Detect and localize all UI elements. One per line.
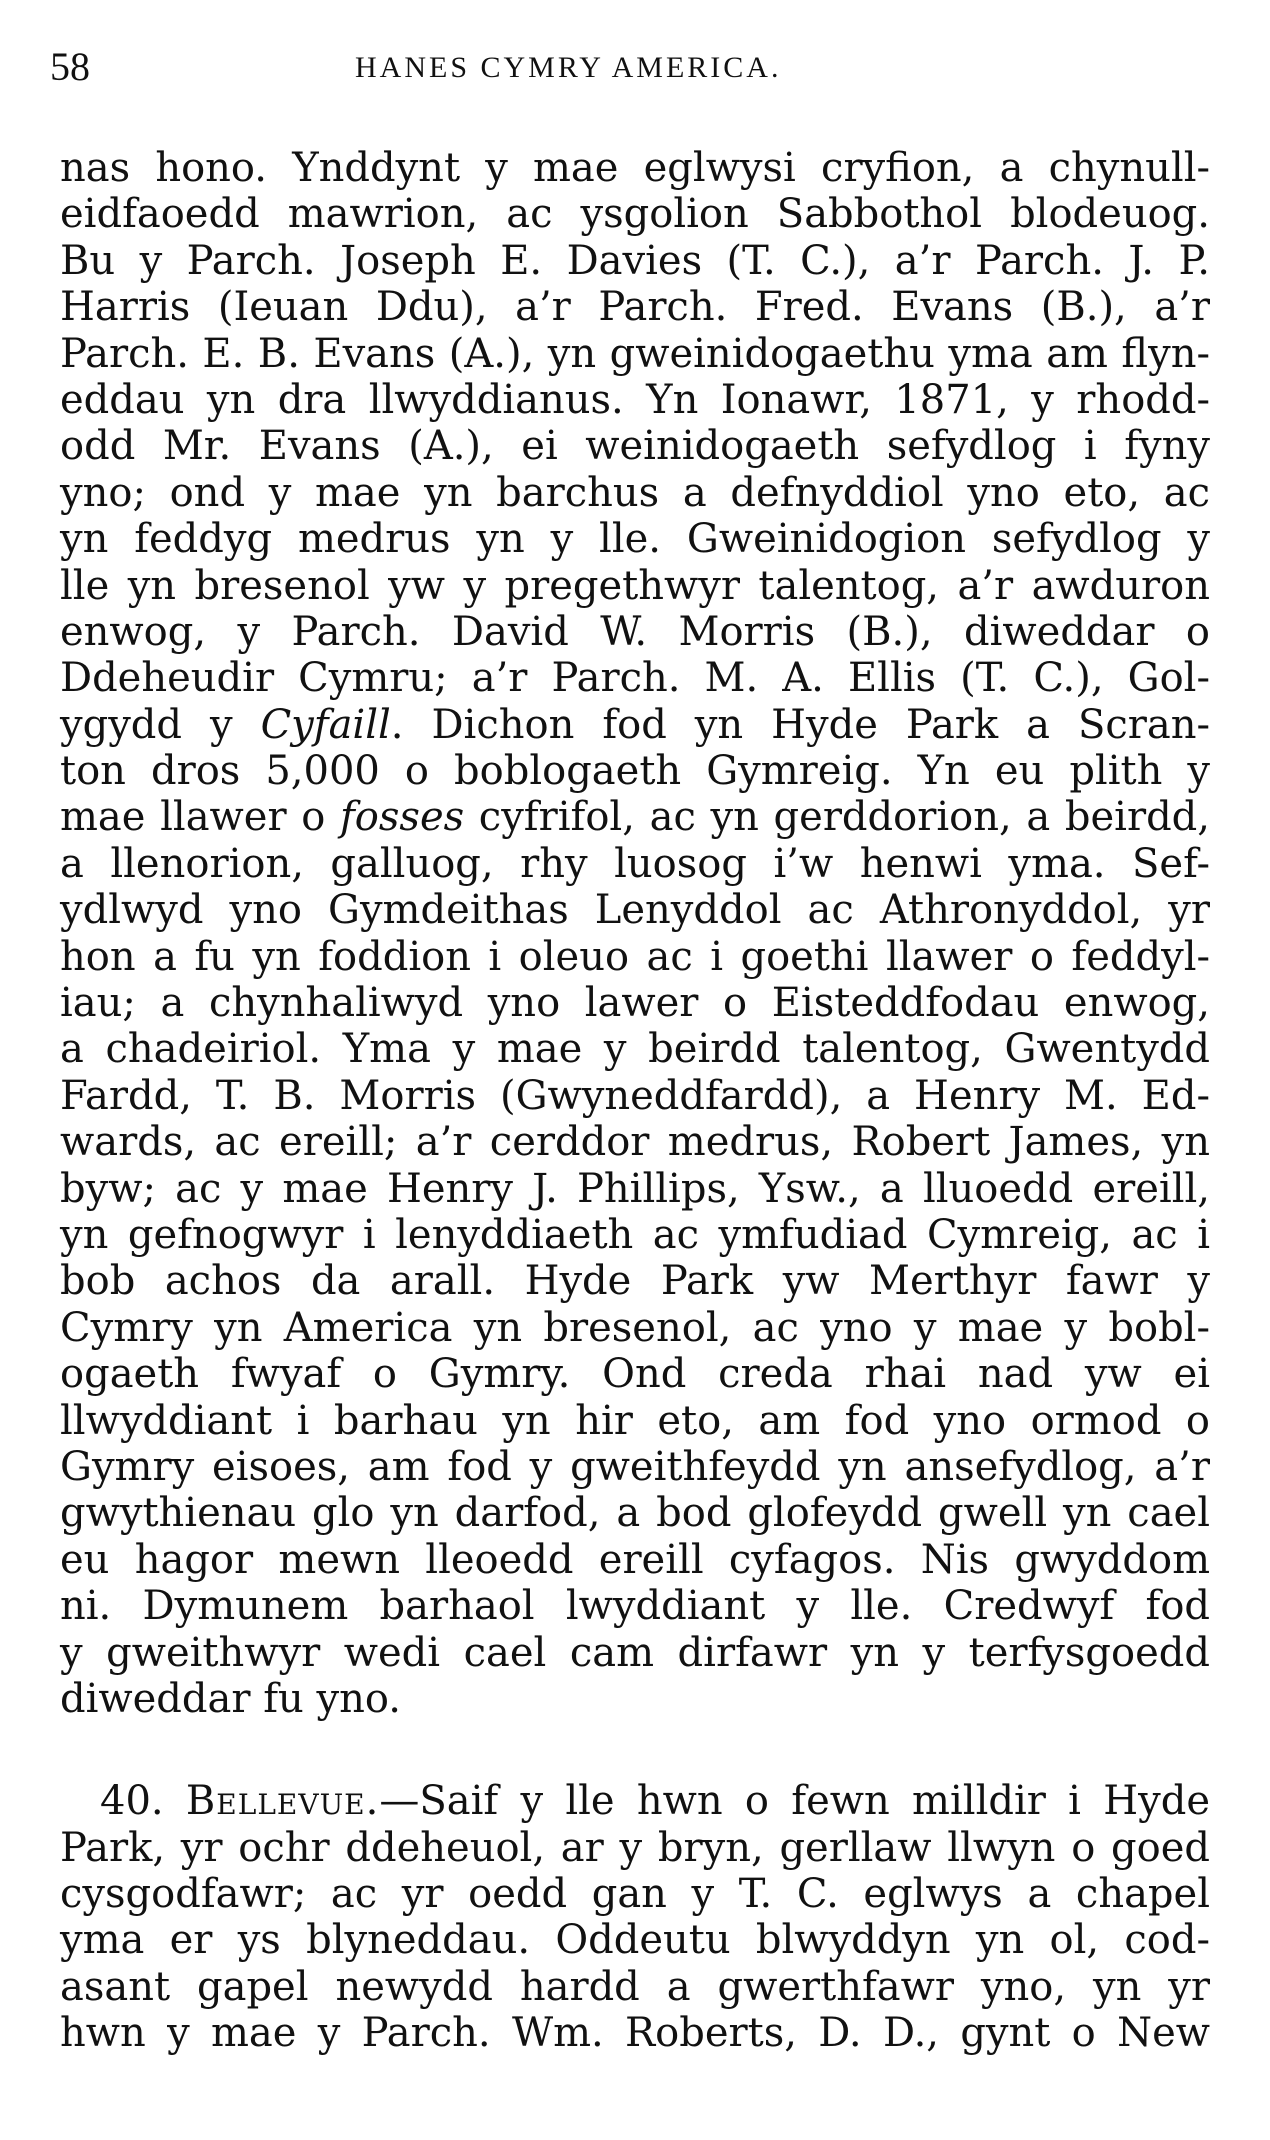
text-line: Ddeheudir Cymru; a’r Parch. M. A. Ellis (T. C.), Gol- (60, 655, 1210, 702)
body-text (60, 145, 1210, 2057)
paragraph-bellevue (60, 1778, 1210, 2056)
text-line: yma er ys blyneddau. Oddeutu blwyddyn yn ol, cod- (60, 1917, 1210, 1964)
text-line: ogaeth fwyaf o Gymry. Ond creda rhai nad yw ei (60, 1351, 1210, 1398)
text-line: ydlwyd yno Gymdeithas Lenyddol ac Athronyddol, yr (60, 887, 1210, 934)
paragraph-gap (60, 1722, 1210, 1778)
text-line: nas hono. Ynddynt y mae eglwysi cryfion, a chynull- (60, 145, 1210, 191)
italic-word: fosses (340, 794, 465, 841)
italic-word: Cyfaill (260, 701, 391, 748)
page-number: 58 (50, 44, 90, 89)
section-number: 40. (100, 1778, 164, 1825)
text-line: ton dros 5,000 o boblogaeth Gymreig. Yn eu plith y (60, 748, 1210, 795)
text-line: iau; a chynhaliwyd yno lawer o Eisteddfodau enwog, (60, 980, 1210, 1027)
text-line: Harris (Ieuan Ddu), a’r Parch. Fred. Evans (B.), a’r (60, 284, 1210, 331)
text-line: a llenorion, galluog, rhy luosog i’w henwi yma. Sef- (60, 840, 1210, 887)
text-line: Parch. E. B. Evans (A.), yn gweinidogaethu yma am flyn- (60, 330, 1210, 377)
text-line: enwog, y Parch. David W. Morris (B.), diweddar o (60, 608, 1210, 655)
text-line: Park, yr ochr ddeheuol, ar y bryn, gerllaw llwyn o goed (60, 1824, 1210, 1871)
text-line: gwythienau glo yn darfod, a bod glofeydd gwell yn cael (60, 1490, 1210, 1537)
text-run: —Saif y lle hwn o fewn milldir i Hyde (379, 1778, 1210, 1825)
text-line: y gweithwyr wedi cael cam dirfawr yn y terfysgoedd (60, 1629, 1210, 1676)
text-line: Bu y Parch. Joseph E. Davies (T. C.), a’r Parch. J. P. (60, 237, 1210, 284)
book-title: HANES CYMRY AMERICA. (355, 51, 782, 84)
text-line: wards, ac ereill; a’r cerddor medrus, Robert James, yn (60, 1119, 1210, 1166)
section-heading: Bellevue. (185, 1778, 380, 1825)
text-line: byw; ac y mae Henry J. Phillips, Ysw., a lluoedd ereill, (60, 1165, 1210, 1212)
text-line: mae llawer o fosses cyfrifol, ac yn gerddorion, a beirdd, (60, 794, 1210, 841)
text-line: bob achos da arall. Hyde Park yw Merthyr fawr y (60, 1258, 1210, 1305)
text-line: Cymry yn America yn bresenol, ac yno y mae y bobl- (60, 1304, 1210, 1351)
text-line: yno; ond y mae yn barchus a defnyddiol yno eto, ac (60, 469, 1210, 516)
text-line: lle yn bresenol yw y pregethwyr talentog, a’r awduron (60, 562, 1210, 609)
text-line: eddau yn dra llwyddianus. Yn Ionawr, 1871, y rhodd- (60, 376, 1210, 423)
paragraph-hyde-park (60, 145, 1210, 1722)
text-line: llwyddiant i barhau yn hir eto, am fod yno ormod o (60, 1397, 1210, 1444)
text-line: asant gapel newydd hardd a gwerthfawr yno, yn yr (60, 1963, 1210, 2010)
text-line: Gymry eisoes, am fod y gweithfeydd yn ansefydlog, a’r (60, 1443, 1210, 1490)
text-line: odd Mr. Evans (A.), ei weinidogaeth sefydlog i fyny (60, 423, 1210, 470)
text-line: Fardd, T. B. Morris (Gwyneddfardd), a Henry M. Ed- (60, 1072, 1210, 1119)
text-line: eidfaoedd mawrion, ac ysgolion Sabbothol blodeuog. (60, 191, 1210, 238)
text-line: cysgodfawr; ac yr oedd gan y T. C. eglwys a chapel (60, 1871, 1210, 1918)
text-line: yn gefnogwyr i lenyddiaeth ac ymfudiad Cymreig, ac i (60, 1211, 1210, 1258)
text-line: hon a fu yn foddion i oleuo ac i goethi llawer o feddyl- (60, 933, 1210, 980)
text-line: ni. Dymunem barhaol lwyddiant y lle. Credwyf fod (60, 1583, 1210, 1630)
text-line: ygydd y Cyfaill. Dichon fod yn Hyde Park a Scran- (60, 701, 1211, 748)
text-line-first (60, 1778, 1210, 1824)
text-line: hwn y mae y Parch. Wm. Roberts, D. D., gynt o New (60, 2010, 1210, 2057)
text-line: yn feddyg medrus yn y lle. Gweinidogion sefydlog y (60, 516, 1210, 563)
running-head (50, 42, 1220, 92)
text-line: a chadeiriol. Yma y mae y beirdd talentog, Gwentydd (60, 1026, 1210, 1073)
text-line: eu hagor mewn lleoedd ereill cyfagos. Nis gwyddom (60, 1536, 1210, 1583)
text-line: diweddar fu yno. (60, 1675, 401, 1722)
